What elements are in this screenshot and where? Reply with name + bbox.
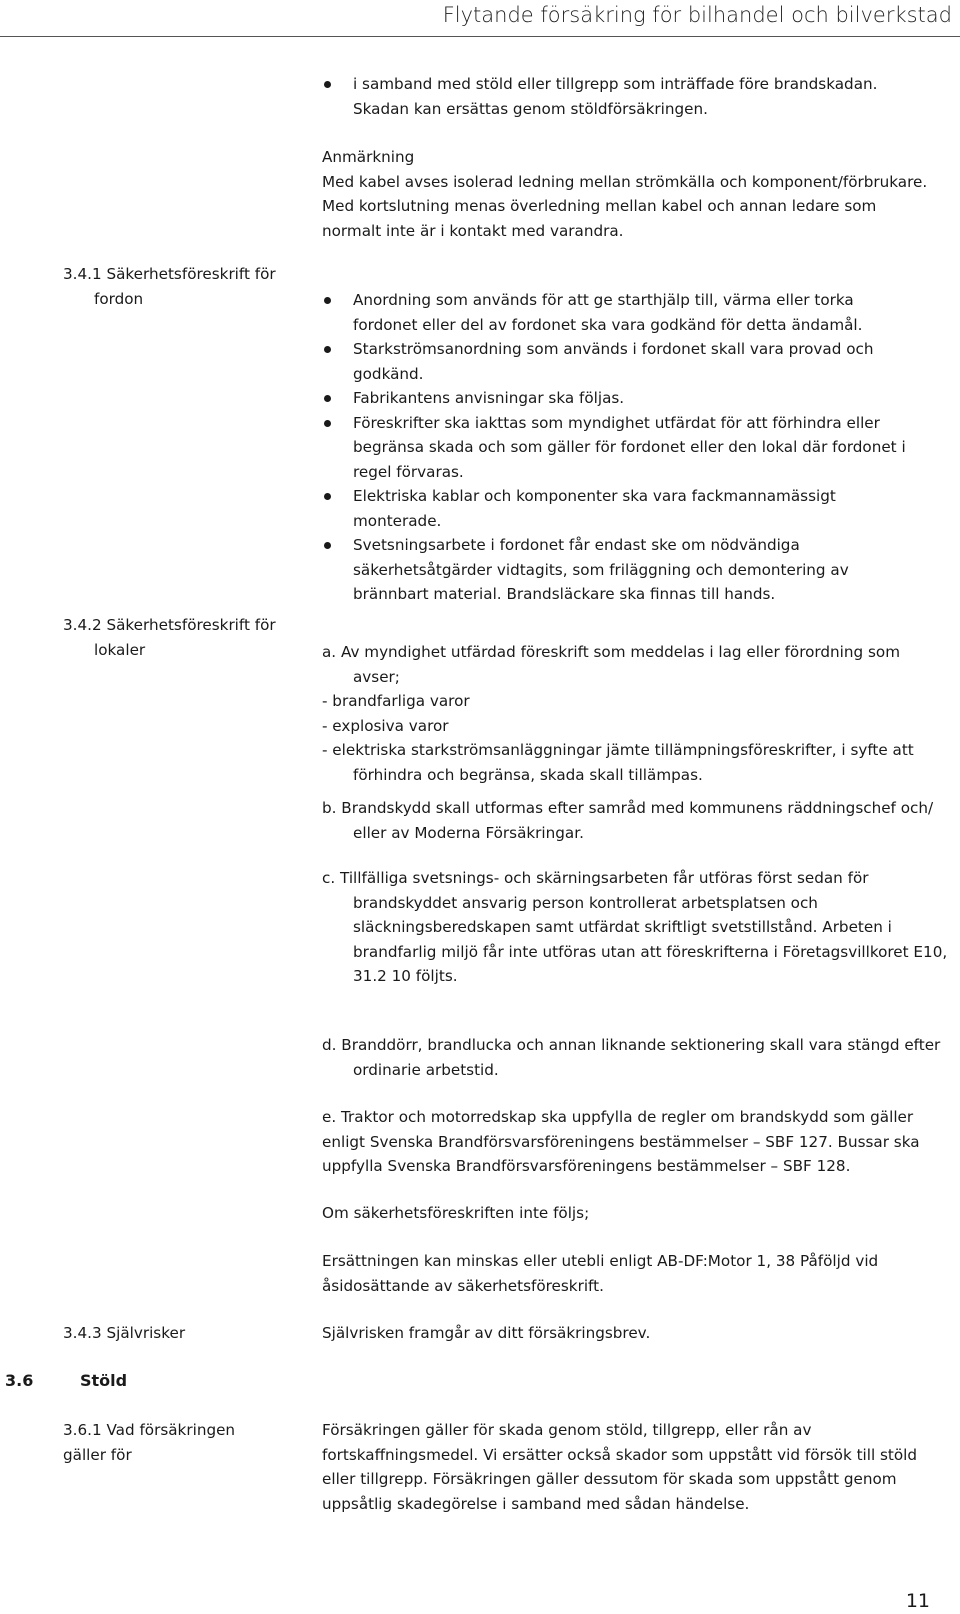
section-3-4-2-item-a: [322, 640, 932, 787]
note-text: Med kabel avses isolerad ledning mellan strömkälla och komponent/förbrukare. Med kortslutning menas överledning mellan kabel och annan ledare som normalt inte är i kontakt med varandra.: [322, 172, 928, 240]
bullet-text: Elektriska kablar och komponenter ska vara fackmannamässigt monterade.: [353, 487, 836, 530]
intro-bullet-item: [322, 72, 892, 121]
if-not-followed-text: Om säkerhetsföreskriften inte följs;: [322, 1204, 590, 1222]
bullet-item: [322, 337, 922, 386]
section-3-4-2-item-d: d. Branddörr, brandlucka och annan liknande sektionering skall vara stängd efter ordinarie arbetstid.: [322, 1036, 941, 1079]
section-3-4-3-text: Självrisken framgår av ditt försäkringsbrev.: [322, 1324, 651, 1342]
note-block: [322, 145, 932, 243]
page-header: [0, 0, 960, 37]
section-3-6-title: Stöld: [80, 1371, 128, 1390]
item-a-sub-3: - elektriska starkströmsanläggningar jämte tillämpningsföreskrifter, i syfte att förhindra och begränsa, skada skall tillämpas.: [322, 741, 914, 784]
bullet-text: Föreskrifter ska iakttas som myndighet utfärdat för att förhindra eller begränsa skada och som gäller för fordonet eller den lokal där fordonet i regel förvaras.: [353, 413, 906, 481]
bullet-item: [322, 288, 922, 337]
bullet-icon: [324, 493, 331, 500]
bullet-item: [322, 411, 922, 485]
section-3-4-2-number: 3.4.2: [63, 616, 102, 634]
item-a-sub-2: - explosiva varor: [322, 716, 449, 735]
bullet-icon: [324, 395, 331, 402]
bullet-icon: [324, 297, 331, 304]
bullet-icon: [324, 81, 331, 88]
section-3-6-1-text: Försäkringen gäller för skada genom stöld, tillgrepp, eller rån av fortskaffningsmedel. Vi ersätter också skador som uppstått vid försök till stöld eller tillgrepp. Försäkringen gäller dessutom för skada som uppstått genom uppsåtlig skadegörelse i samband med sådan händelse.: [322, 1421, 918, 1513]
section-3-4-2-item-b: b. Brandskydd skall utformas efter samråd med kommunens räddningschef och/ eller av Moderna Försäkringar.: [322, 799, 934, 842]
bullet-icon: [324, 542, 331, 549]
bullet-icon: [324, 420, 331, 427]
section-3-4-1-number: 3.4.1: [63, 265, 102, 283]
intro-bullet-text: i samband med stöld eller tillgrepp som inträffade före brandskadan. Skadan kan ersättas genom stöldförsäkringen.: [353, 75, 878, 118]
bullet-text: Anordning som används för att ge starthjälp till, värma eller torka fordonet eller del av fordonet ska vara godkänd för detta ändamål.: [353, 291, 863, 334]
section-3-4-2-item-c: c. Tillfälliga svetsnings- och skärningsarbeten får utföras först sedan för brandskyddet ansvarig person kontrollerat arbetsplatsen och släckningsberedskapen samt utfärdat skriftligt svetstillstånd. Arbeten i brandfarlig miljö får inte utföras utan att föreskrifterna i Företagsvillkoret E10, 31.2 10 följts.: [322, 869, 948, 985]
section-3-4-2-title: Säkerhetsföreskrift för lokaler: [94, 616, 276, 659]
section-3-6-1-label: 3.6.1 Vad försäkringen gäller för: [63, 1421, 236, 1464]
section-3-4-2-heading: [63, 613, 324, 662]
intro-bullet-list: [322, 72, 892, 121]
section-3-4-1-bullets: [322, 288, 922, 607]
section-3-4-3-label: 3.4.3 Självrisker: [63, 1324, 186, 1342]
page-number: 11: [905, 1590, 930, 1612]
section-3-4-1-heading: [63, 262, 324, 311]
bullet-item: [322, 484, 922, 533]
bullet-item: [322, 533, 922, 607]
item-a-text: a. Av myndighet utfärdad föreskrift som meddelas i lag eller förordning som avser;: [322, 643, 900, 686]
compensation-text: Ersättningen kan minskas eller utebli enligt AB-DF:Motor 1, 38 Påföljd vid åsidosättande av säkerhetsföreskrift.: [322, 1252, 879, 1295]
bullet-item: [322, 386, 922, 411]
bullet-text: Starkströmsanordning som används i fordonet skall vara provad och godkänd.: [353, 340, 874, 383]
item-a-sub-1: - brandfarliga varor: [322, 692, 470, 710]
note-heading: Anmärkning: [322, 148, 415, 166]
bullet-text: Svetsningsarbete i fordonet får endast ske om nödvändiga säkerhetsåtgärder vidtagits, som friläggning och demontering av brännbart material. Brandsläckare ska finnas till hands.: [353, 536, 849, 603]
bullet-icon: [324, 346, 331, 353]
section-3-6-number: 3.6: [5, 1371, 34, 1390]
section-3-4-2-item-e: e. Traktor och motorredskap ska uppfylla de regler om brandskydd som gäller enligt Svenska Brandförsvarsföreningens bestämmelser – SBF 127. Bussar ska uppfylla Svenska Brandförsvarsföreningens bestämmelser – SBF 128.: [322, 1108, 920, 1175]
header-title: Flytande försäkring för bilhandel och bilverkstad: [442, 3, 952, 27]
bullet-text: Fabrikantens anvisningar ska följas.: [353, 389, 625, 407]
section-3-4-1-title: Säkerhetsföreskrift för fordon: [94, 265, 276, 308]
